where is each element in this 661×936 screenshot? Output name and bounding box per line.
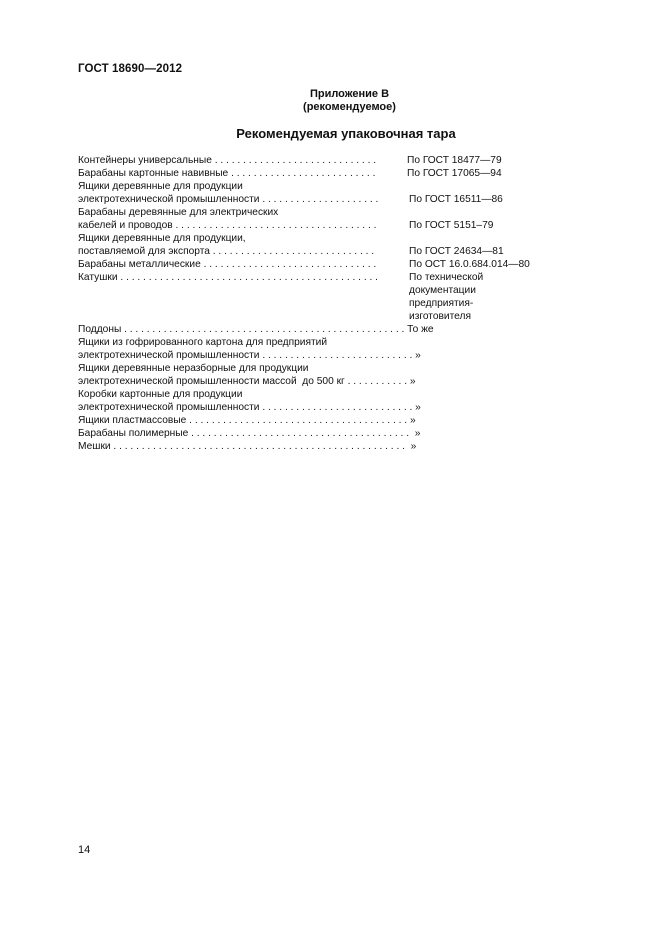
list-item-name: Барабаны полимерные . . . . . . . . . . . . . . . . . . . . . . . . . . . . . . . . . . . . . . . » xyxy=(78,428,421,439)
list-item-ref: По ОСТ 16.0.684.014—80 xyxy=(409,259,530,270)
list-item-name: Поддоны . . . . . . . . . . . . . . . . . . . . . . . . . . . . . . . . . . . . . . . . . . . . . . . . . . То же xyxy=(78,324,434,335)
list-item-name-line1: Барабаны деревянные для электрических xyxy=(78,207,279,218)
list-item-name: электротехнической промышленности массой до 500 кг . . . . . . . . . . . » xyxy=(78,376,416,387)
list-item-name: поставляемой для экспорта . . . . . . . . . . . . . . . . . . . . . . . . . . . . . xyxy=(78,246,377,257)
list-item-name: Барабаны металлические . . . . . . . . . . . . . . . . . . . . . . . . . . . . . . . xyxy=(78,259,380,270)
list-item-name: кабелей и проводов . . . . . . . . . . . . . . . . . . . . . . . . . . . . . . . . . . . . xyxy=(78,220,380,231)
list-item-ref: По ГОСТ 18477—79 xyxy=(407,155,502,166)
appendix-subtitle: (рекомендуемое) xyxy=(303,101,396,113)
section-title: Рекомендуемая упаковочная тара xyxy=(236,126,456,141)
document-code: ГОСТ 18690—2012 xyxy=(78,63,183,75)
list-item-name: Контейнеры универсальные . . . . . . . . . . . . . . . . . . . . . . . . . . . . . xyxy=(78,155,379,166)
list-item-ref: По ГОСТ 24634—81 xyxy=(409,246,504,257)
page-number: 14 xyxy=(78,844,91,856)
list-item-name-line1: Ящики деревянные для продукции xyxy=(78,181,243,192)
list-item-name: электротехнической промышленности . . . . . . . . . . . . . . . . . . . . . xyxy=(78,194,379,205)
list-item-name: Катушки . . . . . . . . . . . . . . . . . . . . . . . . . . . . . . . . . . . . . . . . . . . . . . xyxy=(78,272,381,283)
list-item-name-line1: Ящики деревянные для продукции, xyxy=(78,233,246,244)
list-item-name: электротехнической промышленности . . . . . . . . . . . . . . . . . . . . . . . . . . . » xyxy=(78,350,421,361)
list-item-ref-line: документации xyxy=(409,285,476,296)
list-item-ref: По ГОСТ 5151–79 xyxy=(409,220,494,231)
list-item-name: электротехнической промышленности . . . . . . . . . . . . . . . . . . . . . . . . . . . » xyxy=(78,402,421,413)
list-item-ref-line: По технической xyxy=(409,272,484,283)
list-item-name-line1: Ящики из гофрированного картона для предприятий xyxy=(78,337,328,348)
list-item-name-line1: Коробки картонные для продукции xyxy=(78,389,243,400)
list-item-name: Мешки . . . . . . . . . . . . . . . . . . . . . . . . . . . . . . . . . . . . . . . . . . . . . . . . . . . . » xyxy=(78,441,417,452)
list-item-ref: По ГОСТ 17065—94 xyxy=(407,168,502,179)
list-item-ref-line: предприятия- xyxy=(409,298,474,309)
list-item-name-line1: Ящики деревянные неразборные для продукции xyxy=(78,363,309,374)
list-item-ref-line: изготовителя xyxy=(409,311,471,322)
list-item-ref: По ГОСТ 16511—86 xyxy=(409,194,503,205)
appendix-title: Приложение В xyxy=(309,88,390,100)
list-item-name: Ящики пластмассовые . . . . . . . . . . . . . . . . . . . . . . . . . . . . . . . . . . . . . . . » xyxy=(78,415,416,426)
list-item-name: Барабаны картонные навивные . . . . . . . . . . . . . . . . . . . . . . . . . . xyxy=(78,168,379,179)
